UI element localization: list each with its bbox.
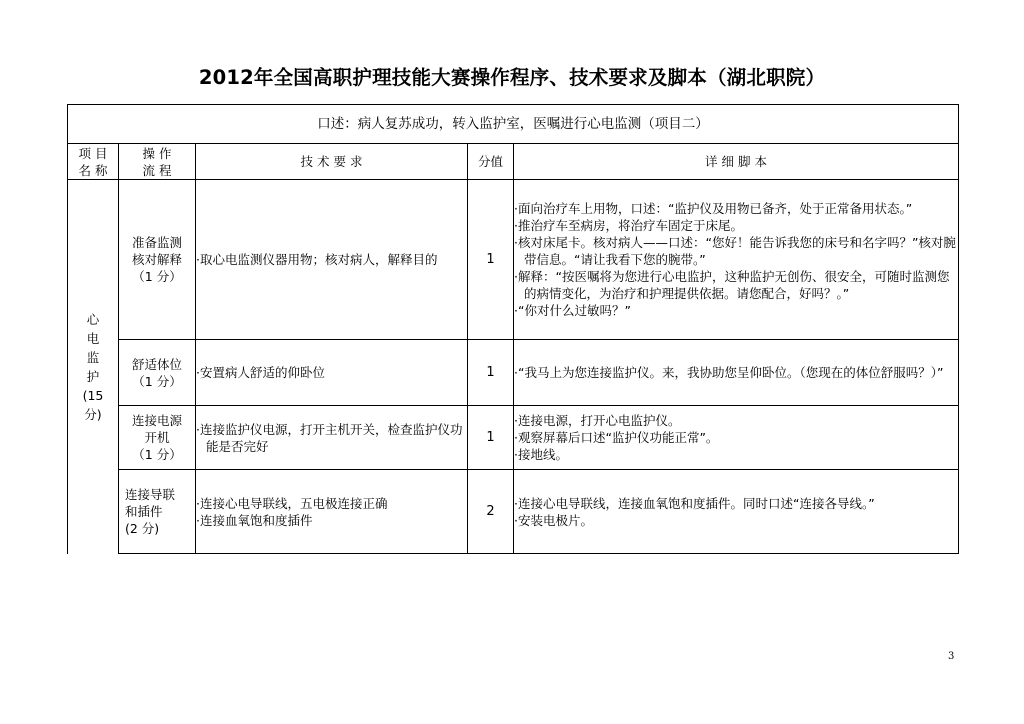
header-process-line1: 操 作 (142, 145, 172, 161)
script-cell (514, 406, 959, 470)
category-char: 分) (84, 406, 102, 422)
category-char: 心 (86, 311, 100, 327)
technical-cell (196, 406, 468, 470)
process-cell (119, 180, 196, 340)
process-line: 连接导联 (125, 487, 176, 502)
header-process-line2: 流 程 (142, 162, 172, 178)
header-technical: 技 术 要 求 (196, 144, 468, 180)
script-line: ·“我马上为您连接监护仪。来，我协助您呈仰卧位。（您现在的体位舒服吗？）” (514, 365, 944, 380)
category-char: (15 (82, 387, 104, 403)
script-line: ·连接心电导联线，连接血氧饱和度插件。同时口述“连接各导线。” (514, 495, 875, 511)
category-char: 监 (86, 349, 100, 365)
script-line: ·接地线。 (514, 447, 568, 462)
technical-cell (196, 470, 468, 554)
script-line: ·推治疗车至病房，将治疗车固定于床尾。 (514, 218, 743, 233)
score-cell: 1 (468, 406, 514, 470)
process-cell (119, 406, 196, 470)
category-char: 电 (86, 330, 100, 346)
technical-line: ·连接血氧饱和度插件 (196, 512, 313, 528)
technical-cell (196, 180, 468, 340)
technical-line: ·安置病人舒适的仰卧位 (196, 365, 325, 380)
table-row (68, 470, 959, 554)
process-line: (2 分) (125, 521, 160, 536)
header-script: 详 细 脚 本 (514, 144, 959, 180)
script-line: ·观察屏幕后口述“监护仪功能正常”。 (514, 430, 719, 445)
header-item-line2: 名 称 (78, 162, 108, 178)
category-cell (68, 180, 119, 554)
script-line: ·核对床尾卡。核对病人——口述：“您好！能告诉我您的床号和名字吗？”核对腕带信息。“请让我看下您的腕带。” (514, 235, 956, 267)
procedure-table (67, 104, 959, 554)
page-number: 3 (948, 651, 955, 662)
script-line: ·解释：“按医嘱将为您进行心电监护，这种监护无创伤、很安全，可随时监测您的病情变化，为治疗和护理提供依据。请您配合，好吗？。” (514, 269, 950, 301)
score-cell: 2 (468, 470, 514, 554)
header-score: 分值 (468, 144, 514, 180)
process-line: 准备监测 (131, 235, 182, 250)
script-line: ·连接电源，打开心电监护仪。 (514, 413, 681, 428)
process-line: 核对解释 (131, 252, 182, 267)
category-char: 护 (86, 368, 100, 384)
document-title: 2012年全国高职护理技能大赛操作程序、技术要求及脚本（湖北职院） (198, 66, 826, 89)
header-item-line1: 项 目 (78, 145, 108, 161)
technical-line: ·连接心电导联线，五电极连接正确 (196, 495, 388, 511)
process-cell (119, 340, 196, 406)
header-row (68, 144, 959, 180)
process-line: （1 分） (132, 373, 182, 389)
table-row (68, 406, 959, 470)
score-cell: 1 (468, 180, 514, 340)
score-cell: 1 (468, 340, 514, 406)
script-line: ·面向治疗车上用物，口述：“监护仪及用物已备齐，处于正常备用状态。” (514, 201, 913, 216)
script-line: ·安装电极片。 (514, 512, 593, 528)
process-line: 舒适体位 (131, 356, 182, 372)
technical-cell (196, 340, 468, 406)
process-line: （1 分） (132, 269, 182, 284)
table-row (68, 180, 959, 340)
process-line: 开机 (144, 430, 170, 445)
script-cell (514, 340, 959, 406)
script-cell (514, 180, 959, 340)
technical-line: ·连接监护仪电源，打开主机开关，检查监护仪功能是否完好 (196, 421, 463, 454)
process-line: （1 分） (132, 447, 182, 462)
process-line: 和插件 (125, 504, 163, 519)
process-cell (119, 470, 196, 554)
table-row (68, 340, 959, 406)
intro-row (68, 105, 959, 144)
script-line: ·“你对什么过敏吗？” (514, 303, 631, 318)
script-cell (514, 470, 959, 554)
header-item (68, 144, 119, 180)
intro-text: 口述：病人复苏成功，转入监护室，医嘱进行心电监测（项目二） (68, 105, 959, 144)
technical-line: ·取心电监测仪器用物；核对病人，解释目的 (196, 252, 438, 267)
header-process (119, 144, 196, 180)
process-line: 连接电源 (131, 413, 182, 428)
